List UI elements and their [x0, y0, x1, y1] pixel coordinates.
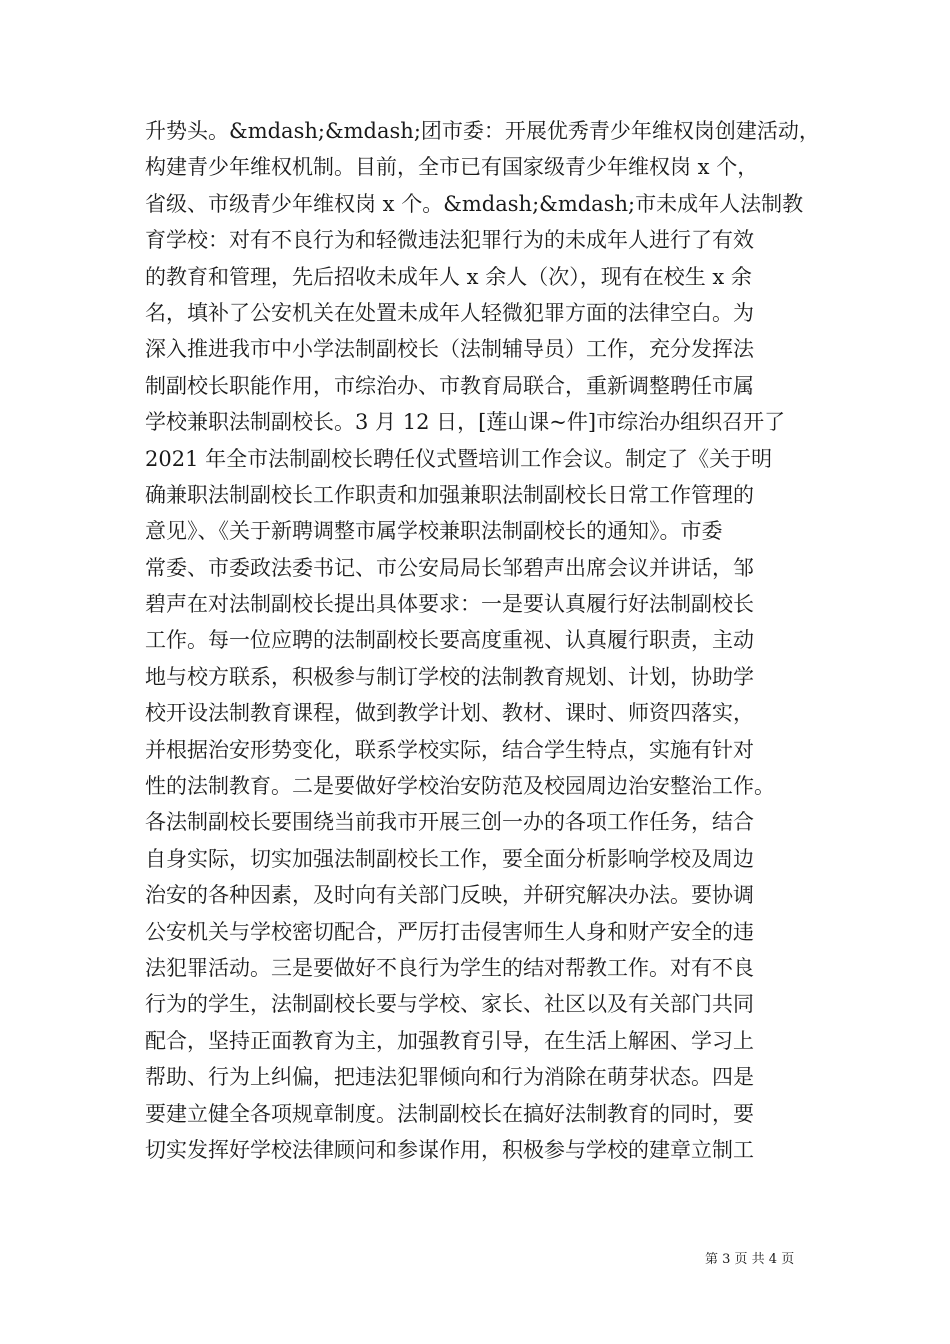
text-line: 省级、市级青少年维权岗 x 个。&mdash;&mdash;市未成年人法制教 — [145, 191, 804, 216]
text-line: 碧声在对法制副校长提出具体要求：一是要认真履行好法制副校长 — [145, 592, 754, 617]
text-line: 确兼职法制副校长工作职责和加强兼职法制副校长日常工作管理的 — [145, 482, 754, 507]
text-line: 制副校长职能作用，市综治办、市教育局联合，重新调整聘任市属 — [145, 373, 754, 398]
text-line: 校开设法制教育课程，做到教学计划、教材、课时、师资四落实， — [145, 701, 754, 726]
text-line: 名，填补了公安机关在处置未成年人轻微犯罪方面的法律空白。为 — [145, 300, 754, 325]
text-line: 常委、市委政法委书记、市公安局局长邹碧声出席会议并讲话，邹 — [145, 555, 754, 580]
text-line: 性的法制教育。二是要做好学校治安防范及校园周边治安整治工作。 — [145, 774, 775, 799]
text-line: 地与校方联系，积极参与制订学校的法制教育规划、计划，协助学 — [145, 664, 754, 689]
page-number: 第 3 页 共 4 页 — [705, 1252, 795, 1267]
text-line: 2021 年全市法制副校长聘任仪式暨培训工作会议。制定了《关于明 — [145, 446, 773, 471]
text-line: 升势头。&mdash;&mdash;团市委：开展优秀青少年维权岗创建活动， — [145, 119, 820, 143]
body-text — [145, 113, 825, 1168]
text-line: 帮助、行为上纠偏，把违法犯罪倾向和行为消除在萌芽状态。四是 — [145, 1065, 754, 1090]
text-line: 治安的各种因素，及时向有关部门反映，并研究解决办法。要协调 — [145, 883, 754, 908]
text-line: 行为的学生，法制副校长要与学校、家长、社区以及有关部门共同 — [145, 992, 754, 1017]
text-line: 要建立健全各项规章制度。法制副校长在搞好法制教育的同时，要 — [145, 1101, 754, 1126]
text-line: 构建青少年维权机制。目前，全市已有国家级青少年维权岗 x 个， — [145, 155, 759, 180]
text-line: 自身实际，切实加强法制副校长工作，要全面分析影响学校及周边 — [145, 846, 754, 871]
text-line: 意见》、《关于新聘调整市属学校兼职法制副校长的通知》。市委 — [145, 519, 723, 544]
text-line: 各法制副校长要围绕当前我市开展三创一办的各项工作任务，结合 — [145, 810, 754, 835]
text-line: 并根据治安形势变化，联系学校实际，结合学生特点，实施有针对 — [145, 737, 754, 762]
text-line: 学校兼职法制副校长。3 月 12 日，[莲山课~件]市综治办组织召开了 — [145, 410, 786, 435]
text-line: 公安机关与学校密切配合，严厉打击侵害师生人身和财产安全的违 — [145, 919, 754, 944]
text-line: 法犯罪活动。三是要做好不良行为学生的结对帮教工作。对有不良 — [145, 955, 754, 980]
text-line: 深入推进我市中小学法制副校长（法制辅导员）工作，充分发挥法 — [145, 337, 754, 362]
text-line: 育学校：对有不良行为和轻微违法犯罪行为的未成年人进行了有效 — [145, 228, 754, 253]
text-line: 配合，坚持正面教育为主，加强教育引导，在生活上解困、学习上 — [145, 1028, 754, 1053]
text-line: 切实发挥好学校法律顾问和参谋作用，积极参与学校的建章立制工 — [145, 1137, 754, 1162]
text-line: 工作。每一位应聘的法制副校长要高度重视、认真履行职责，主动 — [145, 628, 754, 653]
text-line: 的教育和管理，先后招收未成年人 x 余人（次），现有在校生 x 余 — [145, 264, 752, 289]
